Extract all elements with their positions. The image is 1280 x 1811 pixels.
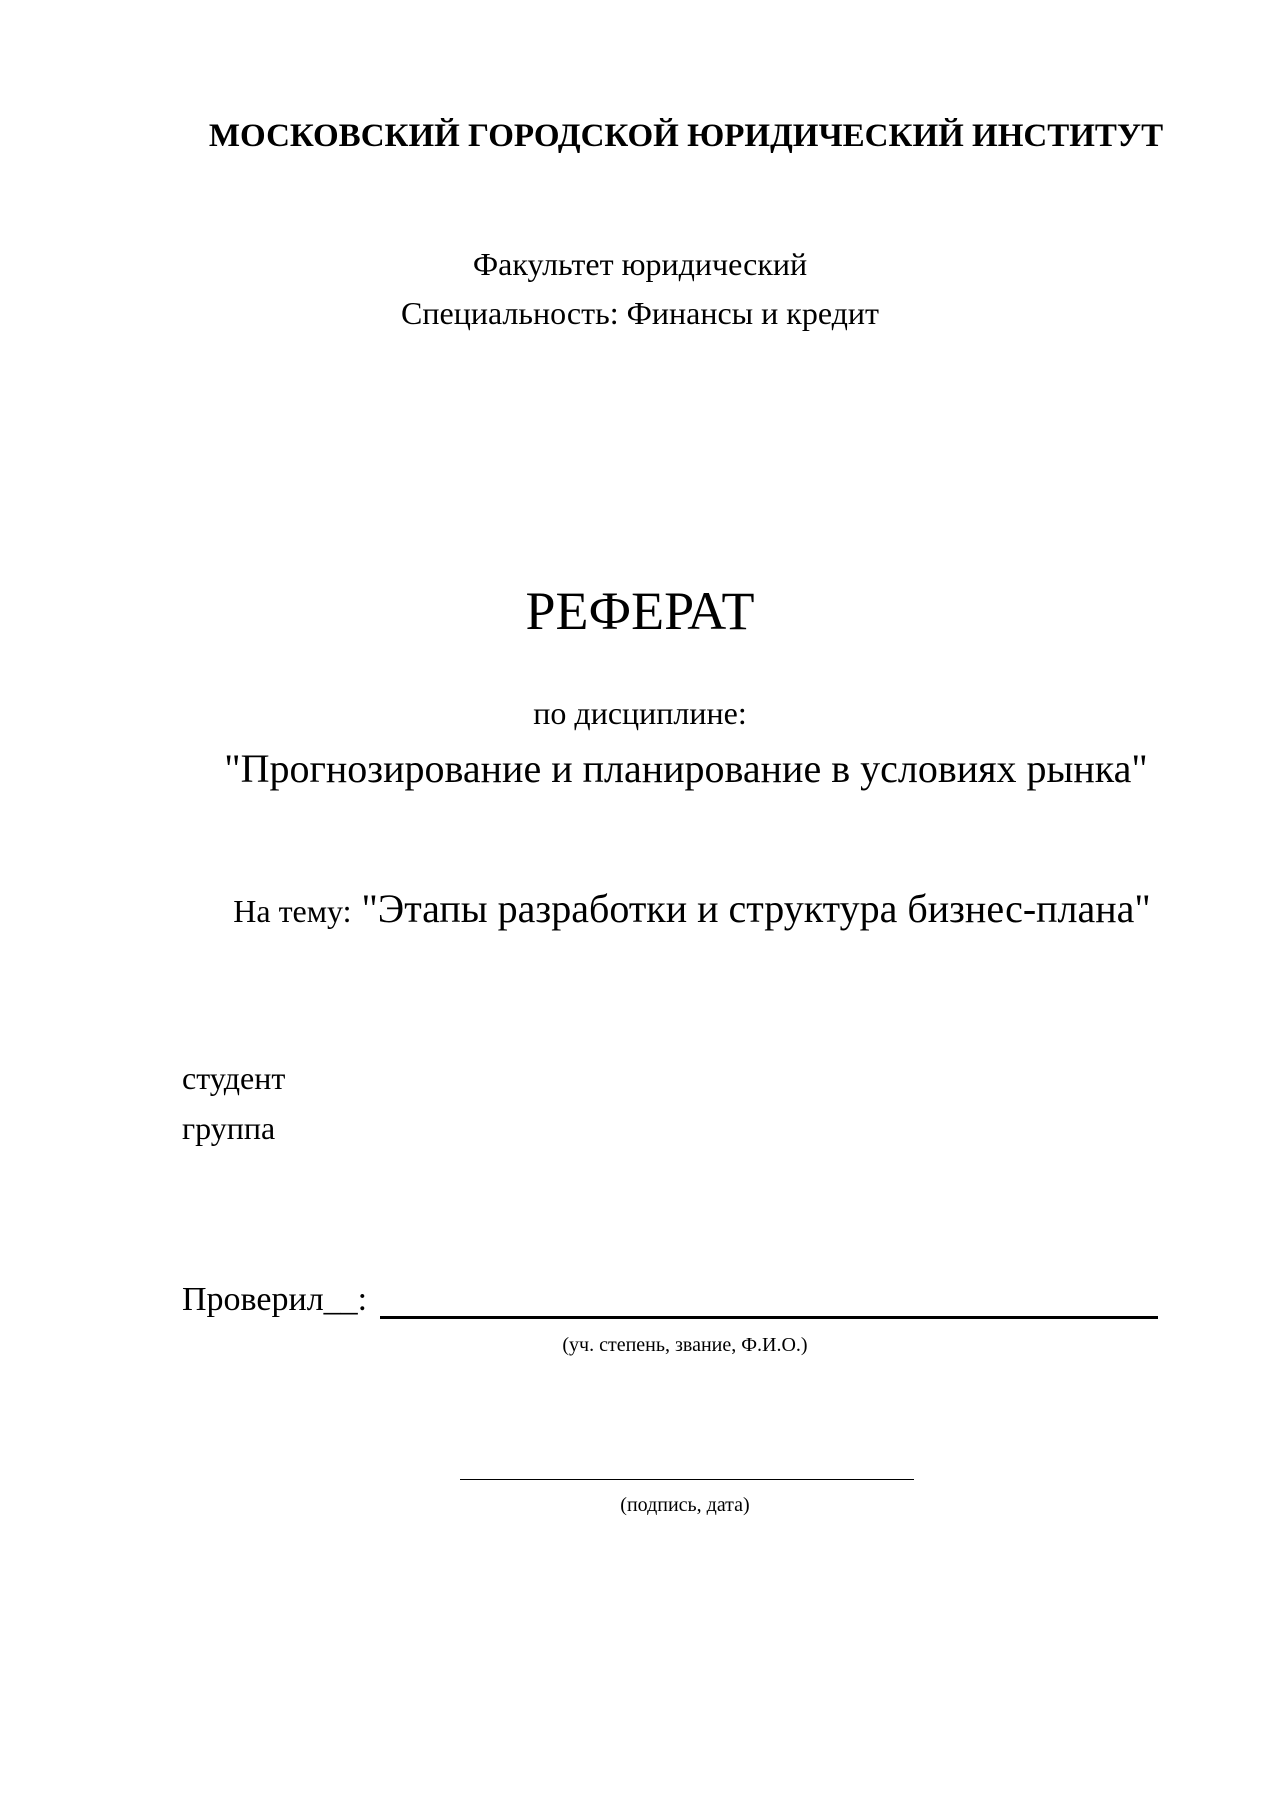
discipline-name: "Прогнозирование и планирование в условиях рынка"	[224, 746, 1148, 791]
signature-line	[460, 1479, 914, 1480]
checked-by-hint: (уч. степень, звание, Ф.И.О.)	[562, 1334, 808, 1356]
checked-by-label: Проверил__:	[182, 1281, 368, 1318]
institute-name: МОСКОВСКИЙ ГОРОДСКОЙ ЮРИДИЧЕСКИЙ ИНСТИТУТ	[208, 118, 1164, 154]
signature-hint: (подпись, дата)	[620, 1494, 750, 1516]
topic-line	[192, 885, 1192, 932]
topic-label: На тему:	[233, 893, 352, 929]
discipline-label: по дисциплине:	[533, 695, 747, 731]
specialty-line: Специальность: Финансы и кредит	[401, 295, 879, 331]
topic-title: "Этапы разработки и структура бизнес-плана"	[361, 886, 1151, 931]
checked-by-line	[380, 1316, 1158, 1319]
group-label: группа	[182, 1110, 276, 1146]
document-type-title: РЕФЕРАТ	[525, 581, 755, 641]
faculty-line: Факультет юридический	[472, 246, 808, 282]
student-label: студент	[182, 1060, 286, 1096]
